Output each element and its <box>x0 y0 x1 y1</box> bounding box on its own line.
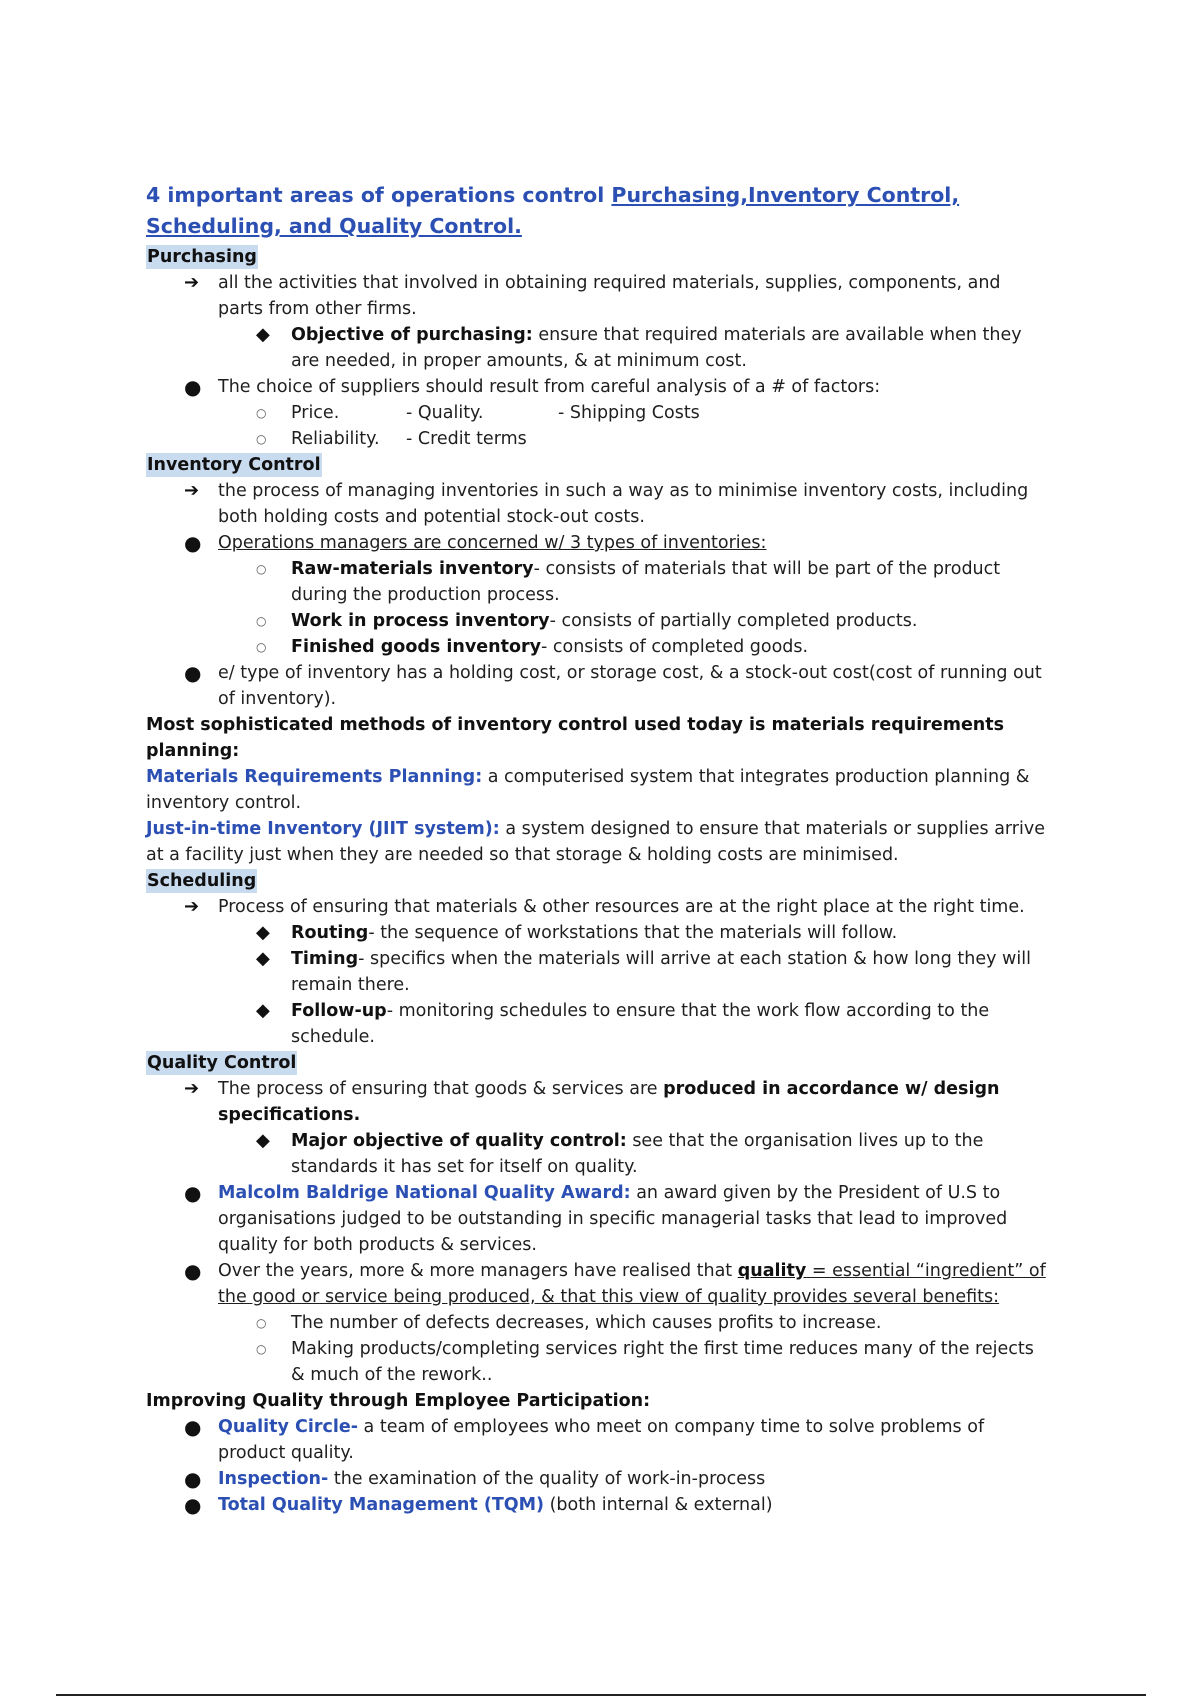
circle-bullet-icon: ○ <box>256 1342 267 1356</box>
arrow-bullet-icon: ➔ <box>184 272 200 293</box>
improving-section <box>146 1388 1046 1518</box>
benefit-item: ○ Making products/completing services right the first time reduces many of the rejects & much of the rework.. <box>146 1336 1046 1388</box>
supplier-choice: ● The choice of suppliers should result from careful analysis of a # of factors: <box>184 375 881 399</box>
bottom-rule <box>56 1694 1146 1696</box>
purchasing-objective: ◆ Objective of purchasing: ensure that required materials are available when they are needed, in proper amounts, & at minimum cost. <box>256 324 1022 371</box>
circle-bullet-icon: ○ <box>256 1316 267 1330</box>
dot-bullet-icon: ● <box>184 661 202 685</box>
inspection-item: ● Inspection- the examination of the quality of work-in-process <box>184 1467 766 1491</box>
improving-heading: Improving Quality through Employee Participation: <box>146 1391 651 1411</box>
dot-bullet-icon: ● <box>184 531 202 555</box>
inventory-types-intro: ● Operations managers are concerned w/ 3 types of inventories: <box>184 531 767 555</box>
dot-bullet-icon: ● <box>184 1493 202 1517</box>
notes-content <box>146 180 1046 1518</box>
quality-heading: Quality Control <box>147 1053 297 1073</box>
circle-bullet-icon: ○ <box>256 406 267 420</box>
purchasing-definition: ➔ all the activities that involved in obtaining required materials, supplies, components, and parts from other firms. <box>184 272 1001 319</box>
finished-goods-item: ○ Finished goods inventory- consists of completed goods. <box>146 634 1046 660</box>
circle-bullet-icon: ○ <box>256 562 267 576</box>
routing-item: ◆ Routing- the sequence of workstations that the materials will follow. <box>146 920 1046 946</box>
quality-section <box>146 1050 1046 1388</box>
sophisticated-methods: Most sophisticated methods of inventory control used today is materials requirements planning: <box>146 715 1005 761</box>
inventory-definition: ➔ the process of managing inventories in such a way as to minimise inventory costs, including both holding costs and potential stock-out costs. <box>184 480 1029 527</box>
quality-benefits-intro: ● Over the years, more & more managers have realised that quality = essential “ingredient” of the good or service being produced, & that this view of quality provides several benefits: <box>184 1259 1046 1307</box>
page-title <box>146 180 1046 242</box>
work-in-process-item: ○ Work in process inventory- consists of partially completed products. <box>146 608 1046 634</box>
factors-row-1: ○ Price. - Quality. - Shipping Costs <box>146 400 1046 426</box>
scheduling-definition: ➔ Process of ensuring that materials & other resources are at the right place at the right time. <box>146 894 1046 920</box>
dot-bullet-icon: ● <box>184 375 202 399</box>
diamond-bullet-icon: ◆ <box>256 948 270 969</box>
diamond-bullet-icon: ◆ <box>256 1000 270 1021</box>
arrow-bullet-icon: ➔ <box>184 480 200 501</box>
dot-bullet-icon: ● <box>184 1467 202 1491</box>
inventory-section <box>146 452 1046 868</box>
diamond-bullet-icon: ◆ <box>256 324 270 345</box>
arrow-bullet-icon: ➔ <box>184 1078 200 1099</box>
timing-item: ◆ Timing- specifics when the materials will arrive at each station & how long they will remain there. <box>256 948 1031 995</box>
circle-bullet-icon: ○ <box>256 640 267 654</box>
title-prefix: 4 important areas of operations control <box>146 183 612 207</box>
dot-bullet-icon: ● <box>184 1181 202 1205</box>
factors-row-2: ○ Reliability. - Credit terms <box>146 426 1046 452</box>
arrow-bullet-icon: ➔ <box>184 896 200 917</box>
quality-definition: ➔ The process of ensuring that goods & services are produced in accordance w/ design specifications. <box>184 1078 1000 1125</box>
scheduling-heading: Scheduling <box>147 871 257 891</box>
tqm-item: ● Total Quality Management (TQM) (both internal & external) <box>184 1493 773 1517</box>
circle-bullet-icon: ○ <box>256 614 267 628</box>
diamond-bullet-icon: ◆ <box>256 922 270 943</box>
raw-materials-item: ○ Raw-materials inventory- consists of materials that will be part of the product during the production process. <box>146 556 1046 608</box>
inventory-cost-note: ● e/ type of inventory has a holding cost, or storage cost, & a stock-out cost(cost of running out of inventory). <box>184 661 1042 709</box>
inventory-heading: Inventory Control <box>147 455 321 475</box>
scheduling-section <box>146 868 1046 1050</box>
dot-bullet-icon: ● <box>184 1415 202 1439</box>
purchasing-heading: Purchasing <box>147 247 257 267</box>
diamond-bullet-icon: ◆ <box>256 1130 270 1151</box>
jit-definition: Just-in-time Inventory (JIIT system): a system designed to ensure that materials or supplies arrive at a facility just when they are needed so that storage & holding costs are minimised. <box>146 819 1045 865</box>
quality-objective: ◆ Major objective of quality control: see that the organisation lives up to the standards it has set for itself on quality. <box>256 1130 984 1177</box>
dot-bullet-icon: ● <box>184 1259 202 1283</box>
follow-up-item: ◆ Follow-up- monitoring schedules to ensure that the work flow according to the schedule. <box>256 1000 990 1047</box>
mrp-definition: Materials Requirements Planning: a computerised system that integrates production planning & inventory control. <box>146 767 1030 813</box>
purchasing-section <box>146 244 1046 452</box>
circle-bullet-icon: ○ <box>256 432 267 446</box>
title-link: Purchasing,Inventory Control, Scheduling, and Quality Control. <box>146 183 960 238</box>
quality-circle-item: ● Quality Circle- a team of employees who meet on company time to solve problems of product quality. <box>184 1415 985 1463</box>
benefit-item: ○ The number of defects decreases, which causes profits to increase. <box>146 1310 1046 1336</box>
baldrige-award: ● Malcolm Baldrige National Quality Award: an award given by the President of U.S to organisations judged to be outstanding in specific managerial tasks that lead to improved quality for both products & services. <box>184 1181 1008 1255</box>
